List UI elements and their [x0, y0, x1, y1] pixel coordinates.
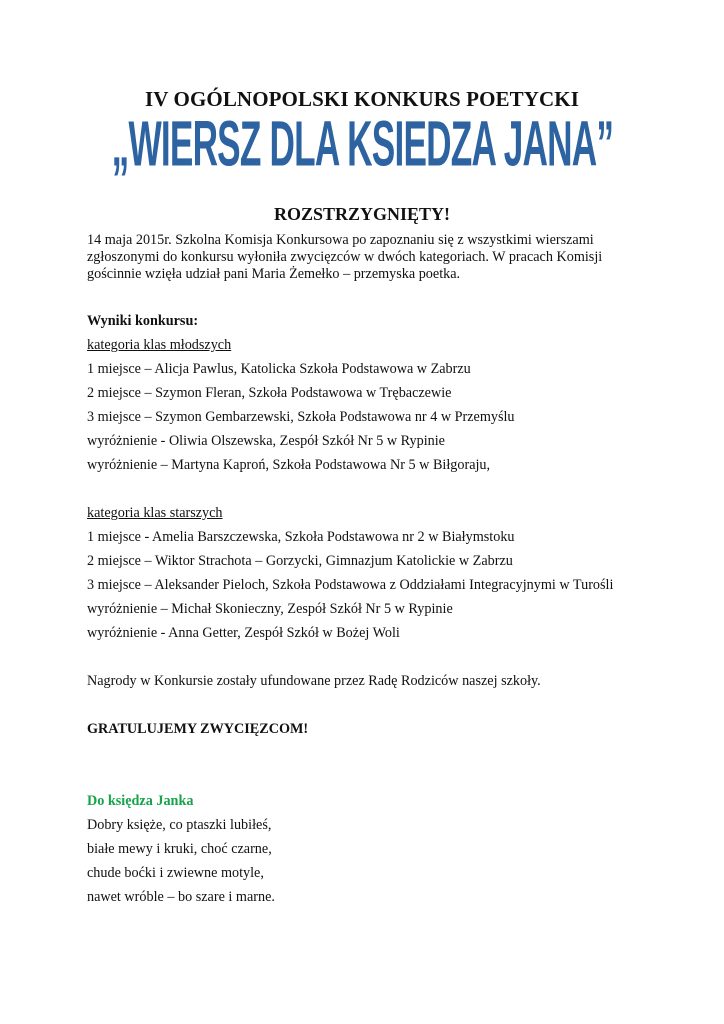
prizes-note: Nagrody w Konkursie zostały ufundowane przez Radę Rodziców naszej szkoły. [87, 673, 541, 689]
intro-paragraph: 14 maja 2015r. Szkolna Komisja Konkursowa po zapoznaniu się z wszystkimi wierszami zgłoszonymi do konkursu wyłoniła zwycięzców w dwóch kategoriach. W pracach Komisji gościnnie wzięła udział pani Maria Żemełko – przemyska poetka. [87, 232, 603, 282]
senior-result-3: 3 miejsce – Aleksander Pieloch, Szkoła Podstawowa z Oddziałami Integracyjnymi w Turośli [87, 577, 614, 593]
contest-name-banner [0, 103, 724, 187]
senior-result-2: 2 miejsce – Wiktor Strachota – Gorzycki, Gimnazjum Katolickie w Zabrzu [87, 553, 513, 569]
senior-distinction-1: wyróżnienie – Michał Skonieczny, Zespół Szkół Nr 5 w Rypinie [87, 601, 453, 617]
poem-line-1: Dobry księże, co ptaszki lubiłeś, [87, 817, 272, 833]
junior-distinction-2: wyróżnienie – Martyna Kaproń, Szkoła Podstawowa Nr 5 w Biłgoraju, [87, 457, 491, 473]
junior-result-1: 1 miejsce – Alicja Pawlus, Katolicka Szkoła Podstawowa w Zabrzu [87, 361, 471, 377]
junior-distinction-1: wyróżnienie - Oliwia Olszewska, Zespół Szkół Nr 5 w Rypinie [87, 433, 445, 449]
results-announcement: ROZSTRZYGNIĘTY! [273, 204, 451, 224]
junior-result-3: 3 miejsce – Szymon Gembarzewski, Szkoła Podstawowa nr 4 w Przemyślu [87, 409, 515, 425]
results-heading: Wyniki konkursu: [87, 313, 199, 329]
congratulations: GRATULUJEMY ZWYCIĘZCOM! [87, 721, 309, 737]
poem-line-3: chude boćki i zwiewne motyle, [87, 865, 264, 881]
poem-line-2: białe mewy i kruki, choć czarne, [87, 841, 272, 857]
senior-category-label: kategoria klas starszych [87, 505, 223, 521]
senior-distinction-2: wyróżnienie - Anna Getter, Zespół Szkół w Bożej Woli [87, 625, 400, 641]
senior-result-1: 1 miejsce - Amelia Barszczewska, Szkoła Podstawowa nr 2 w Białymstoku [87, 529, 515, 545]
poem-line-4: nawet wróble – bo szare i marne. [87, 889, 275, 905]
junior-category-label: kategoria klas młodszych [87, 337, 232, 353]
poem-title: Do księdza Janka [87, 793, 194, 809]
contest-name-text: „WIERSZ DLA KSIEDZA JANA” [111, 108, 613, 180]
junior-result-2: 2 miejsce – Szymon Fleran, Szkoła Podstawowa w Trębaczewie [87, 385, 452, 401]
contest-title: IV OGÓLNOPOLSKI KONKURS POETYCKI [145, 87, 579, 111]
